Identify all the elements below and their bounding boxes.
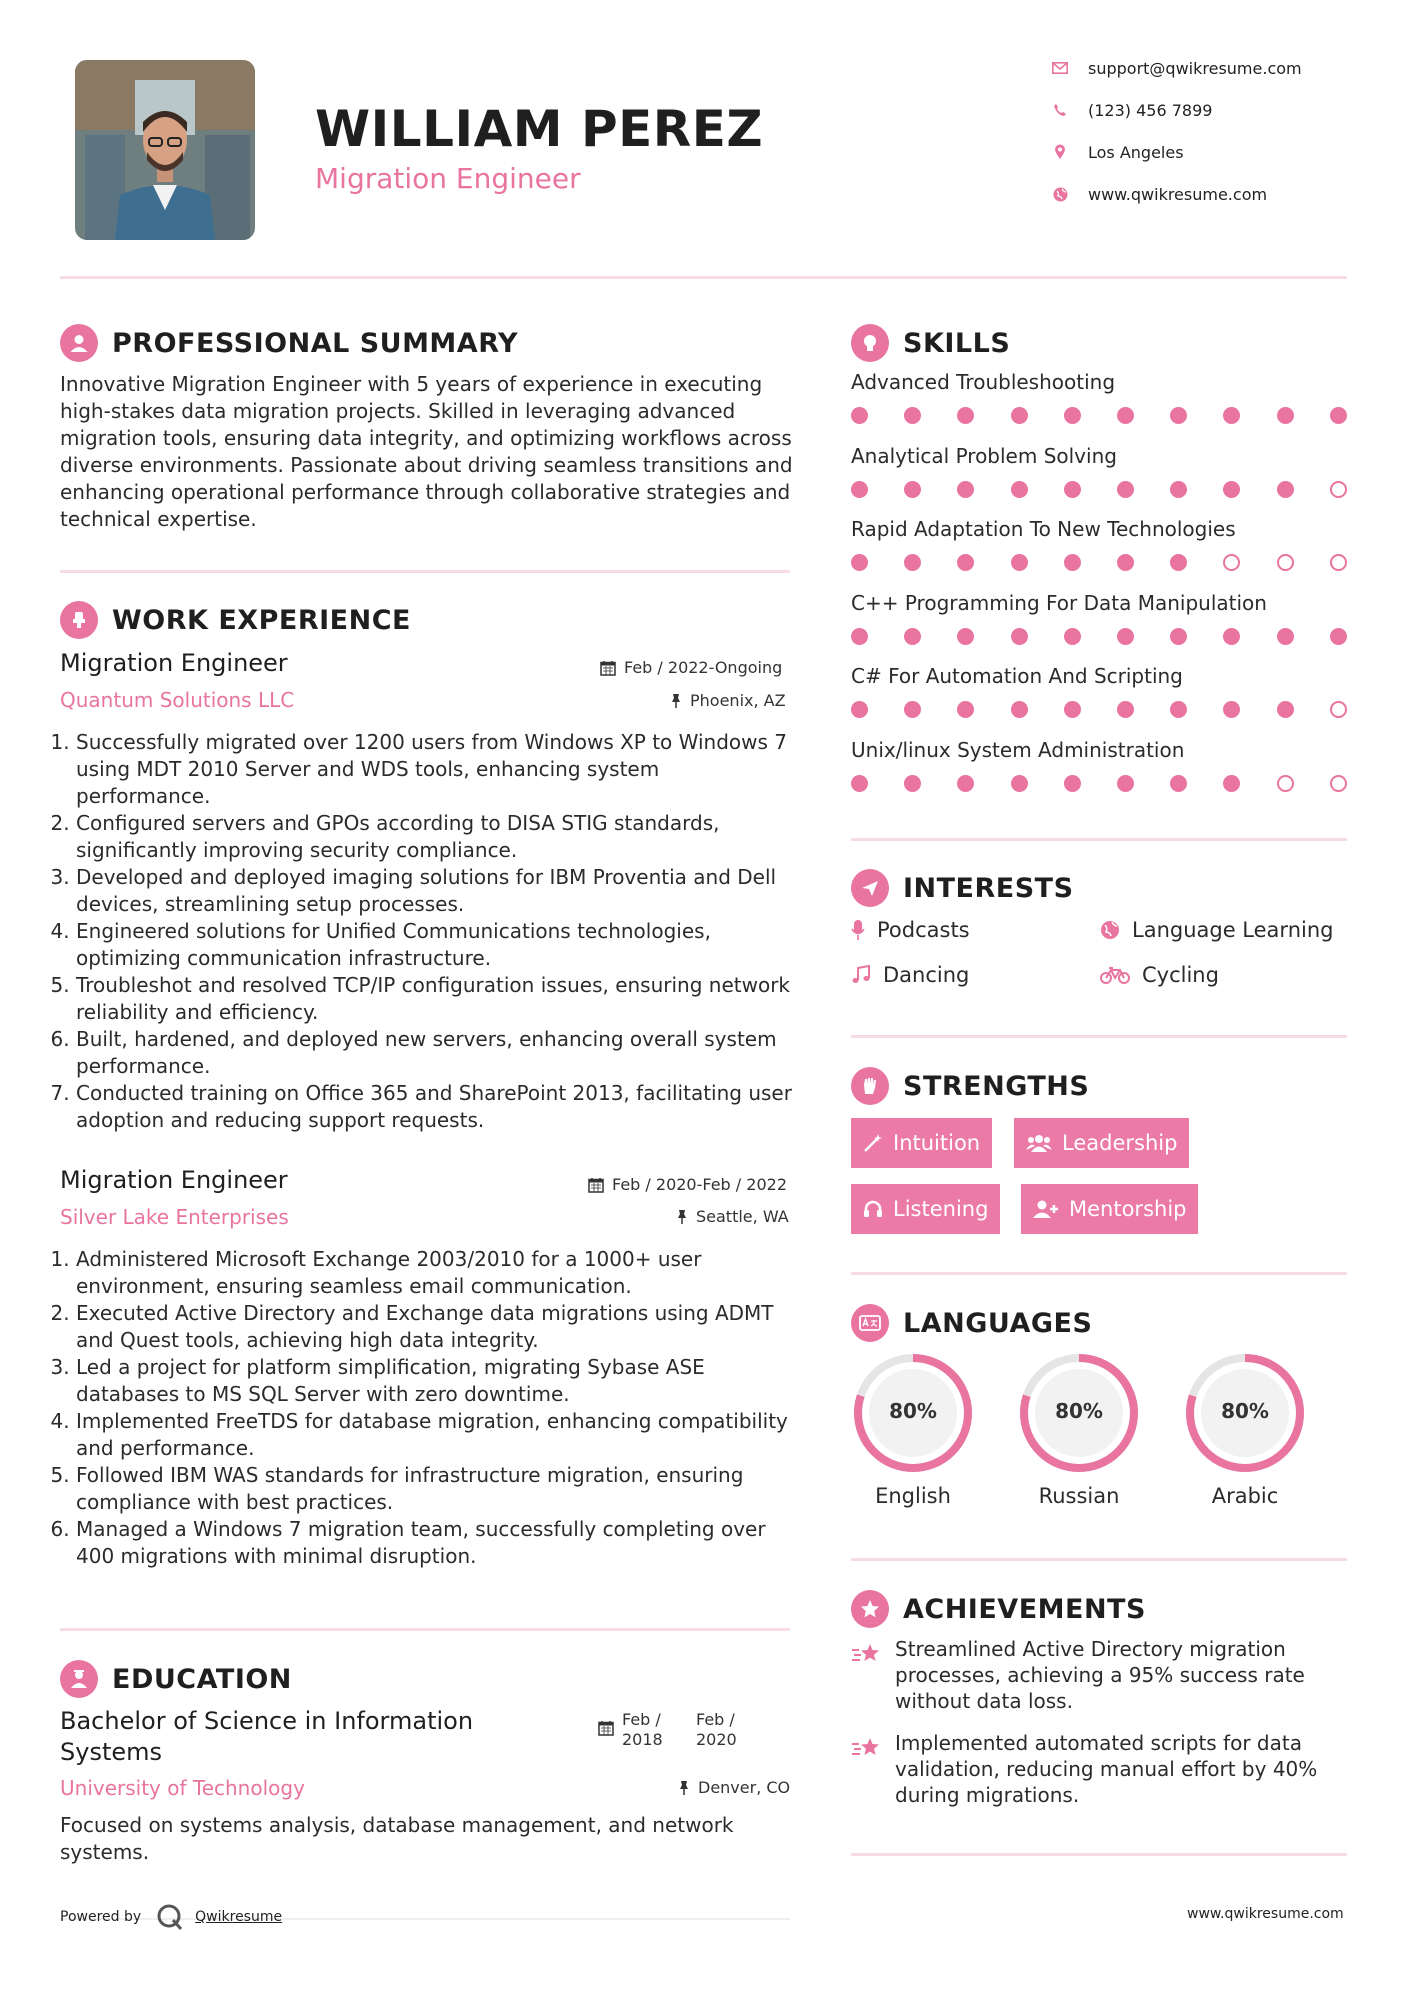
skill-rating [851,407,1351,427]
degree-title: Bachelor of Science in Information Systems [60,1707,474,1766]
list-item: 6. Managed a Windows 7 migration team, successfully completing over 400 migrations with minimal disruption. [76,1516,798,1570]
language-percent: 80% [1055,1399,1103,1423]
rating-dot-filled [1223,628,1240,645]
language-progress-ring [1017,1351,1141,1475]
rating-dot-filled [1223,407,1240,424]
rating-dot-filled [1277,407,1294,424]
microphone-icon [851,919,865,941]
education-start-date: Feb / 2018 [622,1710,663,1749]
headphones-icon [863,1199,883,1219]
rating-dot-empty [1277,775,1294,792]
calendar-icon [600,660,616,676]
envelope-icon [1050,58,1070,78]
profile-photo [75,60,255,240]
rating-dot-filled [904,775,921,792]
job-title: Migration Engineer [60,649,288,677]
summary-divider [60,570,790,573]
list-item: 3. Developed and deployed imaging solutions for IBM Proventia and Dell devices, streamlining setup processes. [76,864,798,918]
hand-icon [851,1067,889,1105]
language-progress-ring [851,1351,975,1475]
rating-dot-filled [851,481,868,498]
rating-dot-filled [904,407,921,424]
language-name: Arabic [1211,1484,1279,1508]
interest-item: Cycling [1100,963,1219,987]
rating-dot-filled [1011,628,1028,645]
skill-rating [851,701,1351,721]
strength-tag: Leadership [1014,1118,1189,1168]
rating-dot-filled [957,628,974,645]
job-location: Seattle, WA [676,1207,789,1226]
interest-item: Dancing [851,963,969,987]
list-item: 7. Conducted training on Office 365 and SharePoint 2013, facilitating user adoption and reducing support requests. [76,1080,798,1134]
map-pin-icon [1050,142,1070,162]
job-bullets [58,1246,798,1570]
strengths-divider [851,1272,1347,1275]
contact-phone-text: (123) 456 7899 [1088,100,1213,120]
experience-divider [60,1628,790,1631]
rating-dot-filled [1223,701,1240,718]
contact-phone[interactable] [1050,100,1212,120]
rating-dot-empty [1330,701,1347,718]
rating-dot-filled [1223,775,1240,792]
rating-dot-filled [1064,481,1081,498]
rating-dot-filled [904,701,921,718]
skill-rating [851,775,1351,795]
language-percent: 80% [889,1399,937,1423]
skill-name: Unix/linux System Administration [851,737,1185,762]
phone-icon [1050,100,1070,120]
contact-website-text: www.qwikresume.com [1088,184,1268,204]
rating-dot-filled [1170,481,1187,498]
candidate-name: WILLIAM PEREZ [315,100,764,158]
achievement-item: Implemented automated scripts for data validation, reducing manual effort by 40% during migrations. [851,1730,1351,1808]
rating-dot-empty [1223,554,1240,571]
job-location: Phoenix, AZ [670,691,786,710]
contact-email[interactable] [1050,58,1302,78]
rating-dot-filled [1064,775,1081,792]
skill-name: C# For Automation And Scripting [851,664,1183,688]
achievement-item: Streamlined Active Directory migration processes, achieving a 95% success rate without data loss. [851,1636,1351,1714]
magic-wand-icon [863,1133,883,1153]
calendar-icon [588,1177,604,1193]
education-dates [598,1710,744,1750]
languages-heading: LANGUAGES [851,1304,1092,1342]
skill-rating [851,628,1351,648]
education-heading: EDUCATION [60,1660,292,1698]
company-name: Silver Lake Enterprises [60,1205,289,1229]
rating-dot-filled [851,701,868,718]
language-progress-ring [1183,1351,1307,1475]
pushpin-icon [670,693,682,709]
globe-icon [1050,184,1070,204]
briefcase-icon [60,601,98,639]
rating-dot-filled [1011,775,1028,792]
rating-dot-filled [1277,701,1294,718]
shooting-star-icon [851,1736,883,1760]
rating-dot-filled [1117,554,1134,571]
skill-rating [851,554,1351,574]
rating-dot-filled [1330,628,1347,645]
job-bullets [58,729,798,1134]
strength-tag: Listening [851,1184,1000,1234]
rating-dot-empty [1277,554,1294,571]
rating-dot-filled [1170,701,1187,718]
rating-dot-filled [851,628,868,645]
education-location: Denver, CO [678,1778,790,1797]
rating-dot-filled [1117,701,1134,718]
contact-location [1050,142,1184,162]
music-note-icon [851,965,871,985]
interests-heading: INTERESTS [851,869,1074,907]
strength-tag: Mentorship [1021,1184,1198,1234]
rating-dot-filled [851,407,868,424]
graduate-icon [60,1660,98,1698]
rating-dot-filled [904,554,921,571]
rating-dot-filled [1011,554,1028,571]
rating-dot-filled [1011,701,1028,718]
rating-dot-filled [851,554,868,571]
users-icon [1026,1133,1052,1153]
footer-website[interactable]: www.qwikresume.com [1187,1906,1344,1922]
rating-dot-filled [1277,628,1294,645]
rating-dot-filled [1064,554,1081,571]
language-name: Russian [1038,1484,1120,1508]
rating-dot-filled [1223,481,1240,498]
rating-dot-filled [1117,407,1134,424]
calendar-icon [598,1720,614,1736]
summary-heading: PROFESSIONAL SUMMARY [60,324,518,362]
skill-name: Analytical Problem Solving [851,443,1117,468]
rating-dot-filled [1170,775,1187,792]
interest-item: Language Learning [1100,918,1333,942]
rating-dot-filled [1011,481,1028,498]
rating-dot-filled [1170,554,1187,571]
language-icon [851,1304,889,1342]
interests-divider [851,1035,1347,1038]
user-plus-icon [1033,1199,1059,1219]
languages-divider [851,1558,1347,1561]
education-description: Focused on systems analysis, database management, and network systems. [60,1813,734,1864]
contact-website[interactable] [1050,184,1267,204]
interest-item: Podcasts [851,918,970,942]
header-divider [60,276,1347,279]
skills-heading: SKILLS [851,324,1010,362]
rating-dot-filled [1330,407,1347,424]
rating-dot-empty [1330,554,1347,571]
list-item: 5. Followed IBM WAS standards for infrastructure migration, ensuring compliance with best practices. [76,1462,798,1516]
rating-dot-empty [1330,481,1347,498]
rating-dot-filled [1064,407,1081,424]
globe-icon [1100,920,1120,940]
candidate-title: Migration Engineer [315,162,581,195]
list-item: 2. Executed Active Directory and Exchange data migrations using ADMT and Quest tools, achieving high data integrity. [76,1300,798,1354]
rating-dot-filled [1064,628,1081,645]
list-item: 4. Engineered solutions for Unified Communications technologies, optimizing communication infrastructure. [76,918,798,972]
list-item: 1. Administered Microsoft Exchange 2003/2010 for a 1000+ user environment, ensuring seamless email communication. [76,1246,798,1300]
skill-rating [851,481,1351,501]
rating-dot-empty [1330,775,1347,792]
lightbulb-icon [851,324,889,362]
list-item: 5. Troubleshot and resolved TCP/IP configuration issues, ensuring network reliability and efficiency. [76,972,798,1026]
rating-dot-filled [957,701,974,718]
list-item: 3. Led a project for platform simplification, migrating Sybase ASE databases to MS SQL Server with zero downtime. [76,1354,798,1408]
rating-dot-filled [1170,628,1187,645]
paper-plane-icon [851,869,889,907]
rating-dot-filled [1064,701,1081,718]
education-end-date: Feb / 2020 [696,1710,737,1749]
achievements-heading: ACHIEVEMENTS [851,1590,1146,1628]
language-percent: 80% [1221,1399,1269,1423]
company-name: Quantum Solutions LLC [60,688,295,712]
rating-dot-filled [904,628,921,645]
user-icon [60,324,98,362]
school-name: University of Technology [60,1776,305,1800]
rating-dot-filled [957,775,974,792]
rating-dot-filled [957,481,974,498]
rating-dot-filled [1117,775,1134,792]
rating-dot-filled [1277,481,1294,498]
job-dates: Feb / 2020-Feb / 2022 [588,1175,787,1194]
experience-heading: WORK EXPERIENCE [60,601,411,639]
job-title: Migration Engineer [60,1166,288,1194]
list-item: 6. Built, hardened, and deployed new servers, enhancing overall system performance. [76,1026,798,1080]
rating-dot-filled [904,481,921,498]
job-dates: Feb / 2022-Ongoing [600,658,782,677]
strength-tag: Intuition [851,1118,992,1168]
rating-dot-filled [1117,481,1134,498]
rating-dot-filled [957,407,974,424]
qwikresume-link[interactable]: Qwikresume [195,1909,283,1925]
skill-name: Rapid Adaptation To New Technologies [851,517,1236,541]
pushpin-icon [678,1780,690,1796]
strengths-heading: STRENGTHS [851,1067,1089,1105]
achievements-divider [851,1853,1347,1856]
list-item: 1. Successfully migrated over 1200 users from Windows XP to Windows 7 using MDT 2010 Server and WDS tools, enhancing system performance. [76,729,798,810]
language-name: English [875,1484,951,1508]
rating-dot-filled [1170,407,1187,424]
rating-dot-filled [957,554,974,571]
rating-dot-filled [851,775,868,792]
contact-email-text: support@qwikresume.com [1088,58,1302,78]
qwikresume-logo-icon [155,1902,185,1932]
list-item: 4. Implemented FreeTDS for database migration, enhancing compatibility and performance. [76,1408,798,1462]
bicycle-icon [1100,965,1130,985]
skill-name: Advanced Troubleshooting [851,370,1116,394]
powered-by: Powered by Qwikresume [60,1902,282,1932]
skill-name: C++ Programming For Data Manipulation [851,590,1267,615]
skills-divider [851,838,1347,841]
rating-dot-filled [1117,628,1134,645]
summary-text: Innovative Migration Engineer with 5 years of experience in executing high-stakes data migration projects. Skilled in leveraging advanced migration tools, ensuring data integrity, and optimizing workflows across diverse environments. Passionate about driving seamless transitions and enhancing operational performance through collaborative strategies and technical expertise. [60,372,793,531]
shooting-star-icon [851,1642,883,1666]
list-item: 2. Configured servers and GPOs according to DISA STIG standards, significantly improving security compliance. [76,810,798,864]
rating-dot-filled [1011,407,1028,424]
pushpin-icon [676,1209,688,1225]
star-icon [851,1590,889,1628]
contact-location-text: Los Angeles [1088,142,1184,162]
